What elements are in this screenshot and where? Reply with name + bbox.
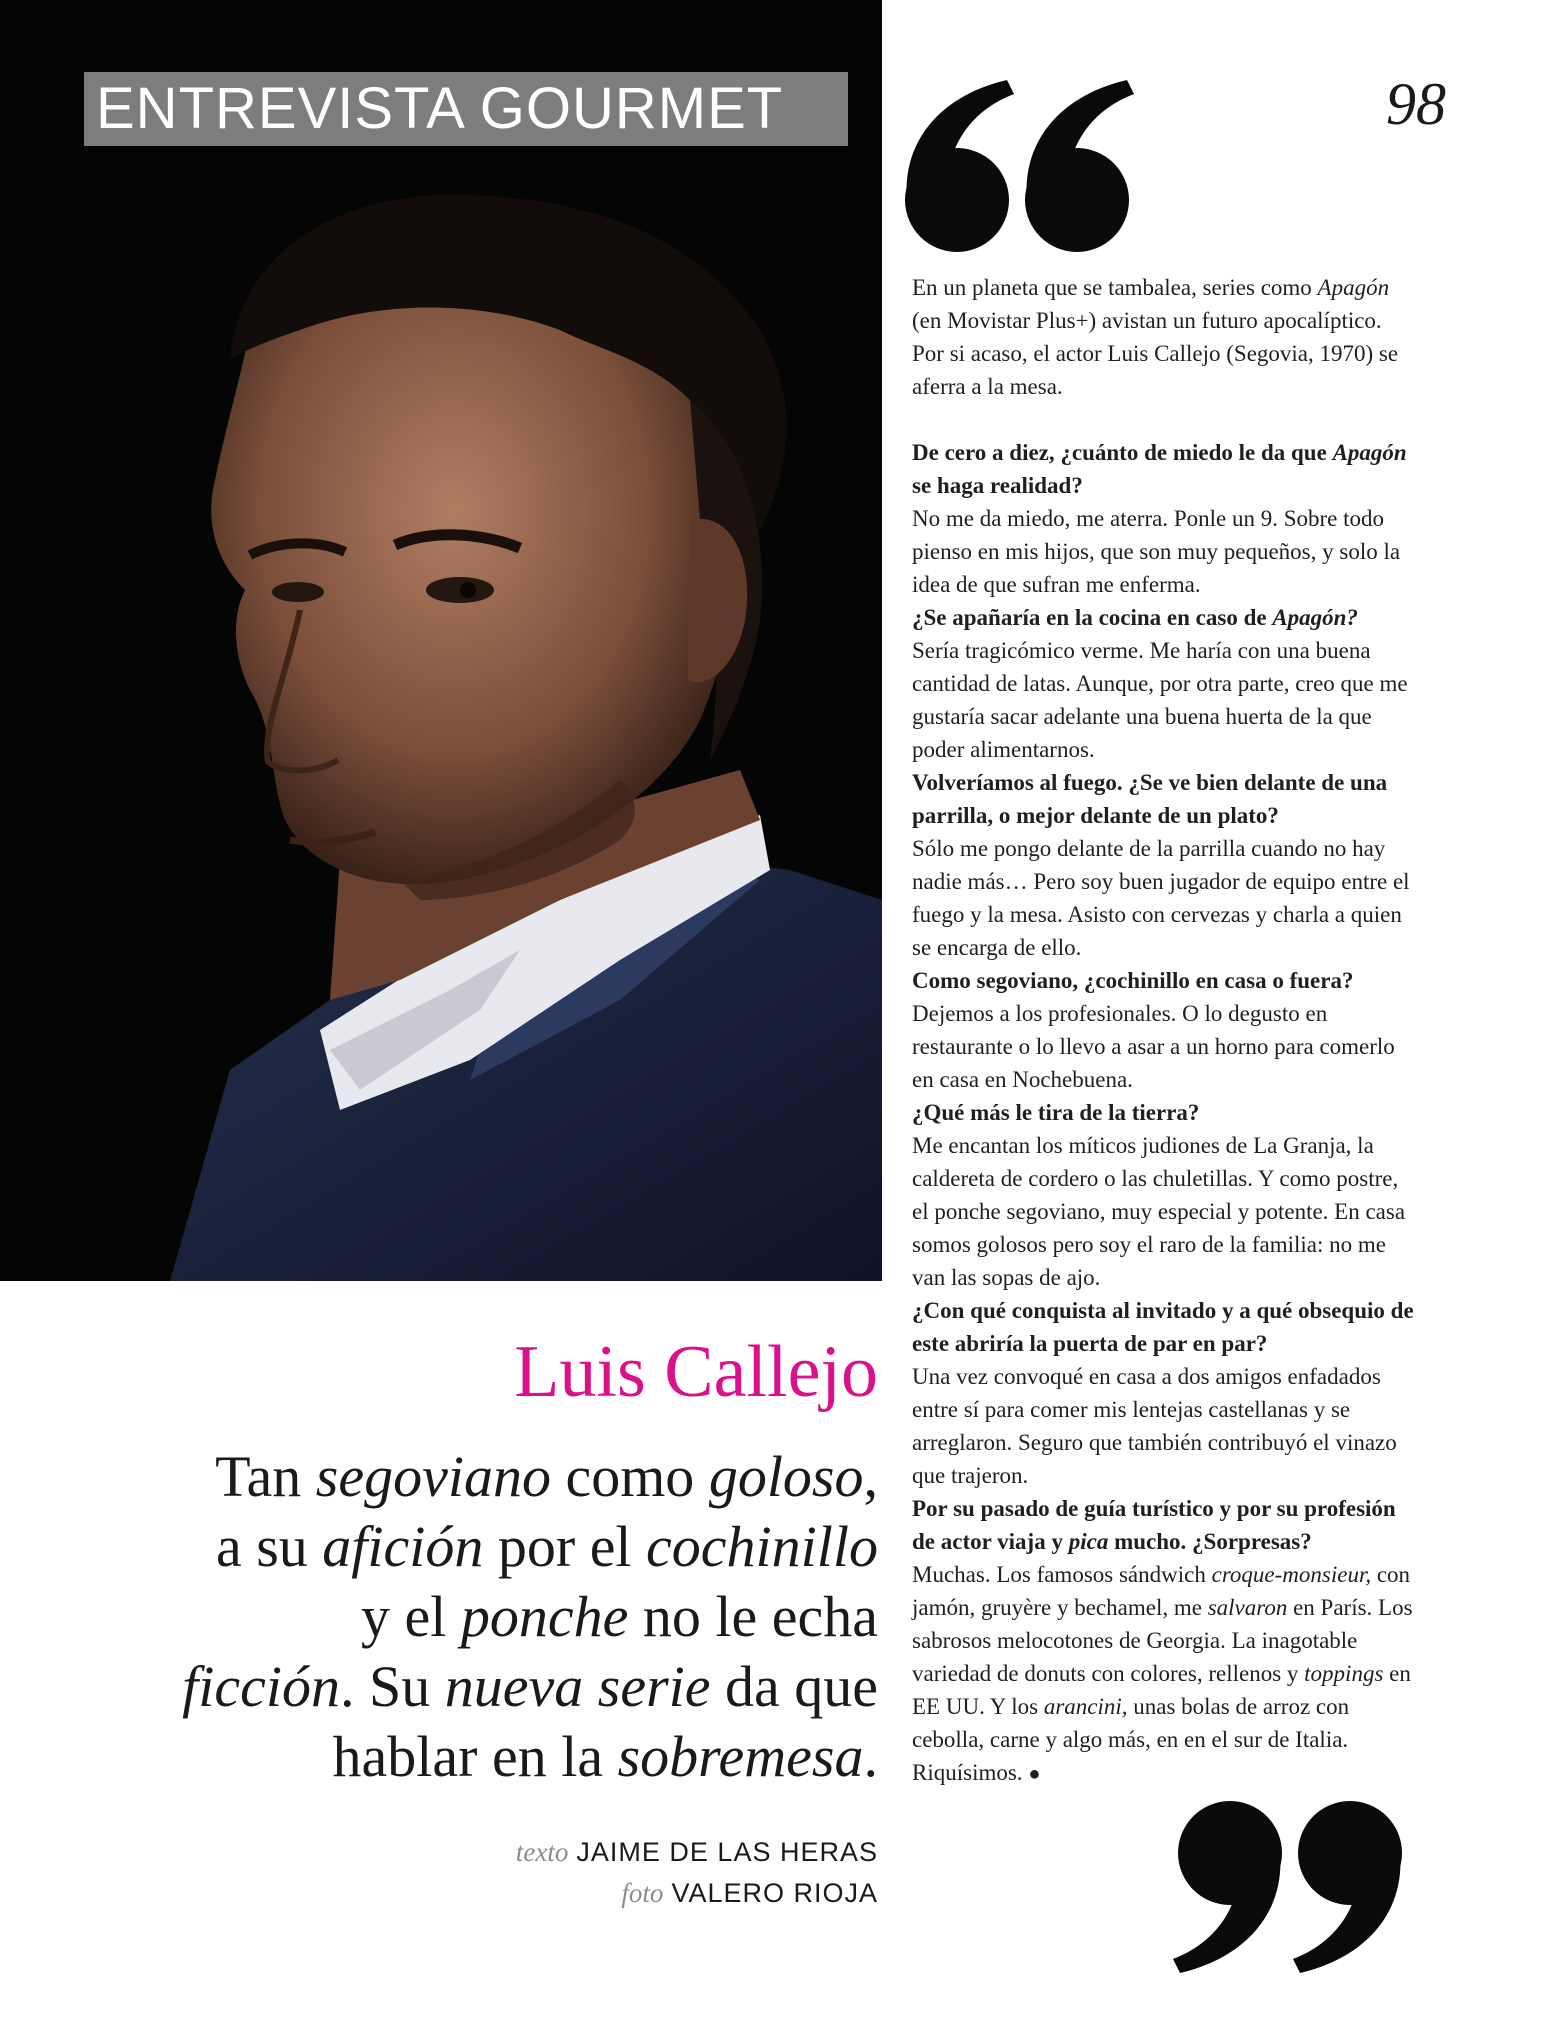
intro-series-title: Apagón (1317, 275, 1390, 300)
headline-line-1: Tan segoviano como goloso, (215, 1444, 878, 1509)
portrait-illustration (0, 0, 882, 1281)
end-mark-icon: ● (1028, 1763, 1041, 1785)
answer-1: No me da miedo, me aterra. Ponle un 9. Sobre todo pienso en mis hijos, que son muy pequeños, y solo la idea de que sufran me enferma. (912, 506, 1401, 597)
text-credit: texto JAIME DE LAS HERAS (515, 1837, 878, 1867)
answer-3: Sólo me pongo delante de la parrilla cuando no hay nadie más… Pero soy buen jugador de equipo entre el fuego y la mesa. Asisto con cervezas y charla a quien se encarga de ello. (912, 836, 1410, 960)
close-quote-icon (1165, 1793, 1405, 1973)
qa-block-3 (912, 766, 1417, 964)
photo-credit: foto VALERO RIOJA (621, 1878, 878, 1908)
interview-body (912, 271, 1417, 1791)
question-5: ¿Qué más le tira de la tierra? (912, 1100, 1200, 1125)
qa-block-5 (912, 1096, 1417, 1294)
credits (516, 1832, 878, 1914)
headline-line-2: a su afición por el cochinillo (215, 1514, 878, 1579)
answer-6: Una vez convoqué en casa a dos amigos enfadados entre sí para comer mis lentejas castellanas y se arreglaron. Seguro que también contribuyó el vinazo que trajeron. (912, 1364, 1397, 1488)
question-7: Por su pasado de guía turístico y por su profesión de actor viaja y pica mucho. ¿Sorpresas? (912, 1496, 1396, 1554)
intro-paragraph (912, 271, 1417, 403)
headline-line-5: hablar en la sobremesa. (332, 1724, 878, 1789)
question-6: ¿Con qué conquista al invitado y a qué obsequio de este abriría la puerta de par en par? (912, 1298, 1414, 1356)
qa-block-6 (912, 1294, 1417, 1492)
answer-2: Sería tragicómico verme. Me haría con una buena cantidad de latas. Aunque, por otra parte, creo que me gustaría sacar adelante una buena huerta de la que poder alimentarnos. (912, 638, 1408, 762)
answer-7: Muchas. Los famosos sándwich croque-monsieur, con jamón, gruyère y bechamel, me salvaron en París. Los sabrosos melocotones de Georgia. La inagotable variedad de donuts con colores, rellenos y toppings en EE UU. Y los arancini, unas bolas de arroz con cebolla, carne y algo más, en en el sur de Italia. Riquísimos. ● (912, 1562, 1413, 1785)
qa-block-4 (912, 964, 1417, 1096)
intro-text-cont: (en Movistar Plus+) avistan un futuro apocalíptico. Por si acaso, el actor Luis Callejo (Segovia, 1970) se aferra a la mesa. (912, 308, 1399, 399)
qa-block-1 (912, 436, 1417, 601)
answer-4: Dejemos a los profesionales. O lo degusto en restaurante o lo llevo a asar a un horno para comerlo en casa en Nochebuena. (912, 1001, 1395, 1092)
intro-text: En un planeta que se tambalea, series como (912, 275, 1312, 300)
section-tag: ENTREVISTA GOURMET (84, 72, 848, 146)
answer-5: Me encantan los míticos judiones de La Granja, la caldereta de cordero o las chuletillas. Y como postre, el ponche segoviano, muy especial y potente. En casa somos golosos pero soy el raro de la familia: no me van las sopas de ajo. (912, 1133, 1406, 1290)
question-1: De cero a diez, ¿cuánto de miedo le da que Apagón se haga realidad? (912, 440, 1407, 498)
headline-line-4: ficción. Su nueva serie da que (182, 1654, 878, 1719)
qa-block-2 (912, 601, 1417, 766)
headline-deck (98, 1442, 878, 1792)
question-4: Como segoviano, ¿cochinillo en casa o fuera? (912, 968, 1354, 993)
page-number: 98 (1386, 71, 1446, 137)
headline-line-3: y el ponche no le echa (361, 1584, 878, 1649)
portrait-photo (0, 0, 882, 1281)
interviewee-name: Luis Callejo (514, 1331, 878, 1413)
question-3: Volveríamos al fuego. ¿Se ve bien delante de una parrilla, o mejor delante de un plato? (912, 770, 1388, 828)
question-2: ¿Se apañaría en la cocina en caso de Apagón? (912, 605, 1358, 630)
qa-block-7 (912, 1492, 1417, 1791)
open-quote-icon (902, 80, 1142, 260)
